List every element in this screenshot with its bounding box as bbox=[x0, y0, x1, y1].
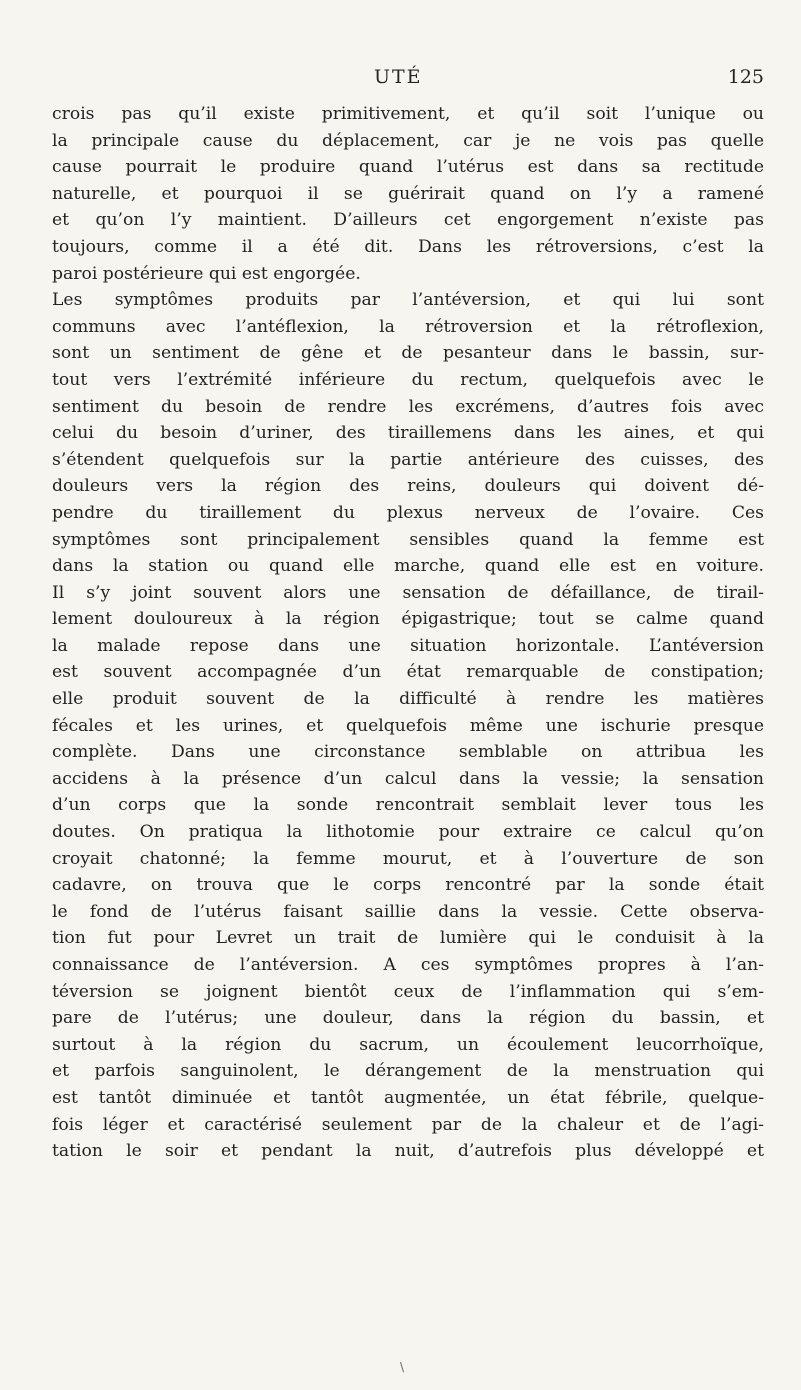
text-line: Les symptômes produits par l’antéversion, et qui lui sont bbox=[52, 290, 764, 311]
text-line: dans la station ou quand elle marche, quand elle est en voiture. bbox=[52, 556, 764, 577]
text-line: celui du besoin d’uriner, des tiraillemens dans les aines, et qui bbox=[52, 423, 764, 444]
text-line: d’un corps que la sonde rencontrait semblait lever tous les bbox=[52, 795, 764, 816]
text-line: fois léger et caractérisé seulement par de la chaleur et de l’agi- bbox=[52, 1114, 764, 1135]
text-line: la malade repose dans une situation horizontale. L’antéversion bbox=[52, 635, 764, 656]
page-number: 125 bbox=[727, 66, 764, 88]
text-line: sentiment du besoin de rendre les excrémens, d’autres fois avec bbox=[52, 396, 764, 417]
text-line: elle produit souvent de la difficulté à rendre les matières bbox=[52, 689, 764, 710]
text-line: fécales et les urines, et quelquefois même une ischurie presque bbox=[52, 715, 764, 736]
text-line: communs avec l’antéflexion, la rétroversion et la rétroflexion, bbox=[52, 316, 764, 337]
text-line: paroi postérieure qui est engorgée. bbox=[52, 263, 361, 284]
text-line: tion fut pour Levret un trait de lumière qui le conduisit à la bbox=[52, 928, 764, 949]
text-line: toujours, comme il a été dit. Dans les rétroversions, c’est la bbox=[52, 236, 764, 257]
text-line: sont un sentiment de gêne et de pesanteur dans le bassin, sur- bbox=[52, 343, 764, 364]
text-line: croyait chatonné; la femme mourut, et à l’ouverture de son bbox=[52, 848, 764, 869]
text-line: téversion se joignent bientôt ceux de l’inflammation qui s’em- bbox=[52, 981, 764, 1002]
text-line: douleurs vers la région des reins, douleurs qui doivent dé- bbox=[52, 476, 764, 497]
text-line: la principale cause du déplacement, car je ne vois pas quelle bbox=[52, 130, 764, 151]
text-line: pendre du tiraillement du plexus nerveux de l’ovaire. Ces bbox=[52, 502, 764, 523]
text-line: symptômes sont principalement sensibles quand la femme est bbox=[52, 529, 764, 550]
text-line: cadavre, on trouva que le corps rencontré par la sonde était bbox=[52, 875, 764, 896]
text-line: est souvent accompagnée d’un état remarquable de constipation; bbox=[52, 662, 764, 683]
body-text bbox=[52, 101, 764, 1165]
text-line: Il s’y joint souvent alors une sensation de défaillance, de tirail- bbox=[52, 582, 764, 603]
text-line: surtout à la région du sacrum, un écoulement leucorrhoïque, bbox=[52, 1034, 764, 1055]
text-line: et parfois sanguinolent, le dérangement de la menstruation qui bbox=[52, 1061, 764, 1082]
text-line: tation le soir et pendant la nuit, d’autrefois plus développé et bbox=[52, 1141, 764, 1162]
text-line: crois pas qu’il existe primitivement, et qu’il soit l’unique ou bbox=[52, 104, 764, 124]
text-line: et qu’on l’y maintient. D’ailleurs cet engorgement n’existe pas bbox=[52, 210, 764, 231]
running-head bbox=[52, 66, 764, 96]
text-line: naturelle, et pourquoi il se guérirait quand on l’y a ramené bbox=[52, 183, 764, 204]
text-line: tout vers l’extrémité inférieure du rectum, quelquefois avec le bbox=[52, 369, 764, 390]
text-line: accidens à la présence d’un calcul dans la vessie; la sensation bbox=[52, 768, 764, 789]
text-line: est tantôt diminuée et tantôt augmentée, un état fébrile, quelque- bbox=[52, 1087, 764, 1108]
running-title: UTÉ bbox=[374, 66, 423, 88]
text-line: complète. Dans une circonstance semblable on attribua les bbox=[52, 742, 764, 763]
text-line: connaissance de l’antéversion. A ces symptômes propres à l’an- bbox=[52, 955, 764, 975]
text-line: s’étendent quelquefois sur la partie antérieure des cuisses, des bbox=[52, 449, 764, 470]
text-line: lement douloureux à la région épigastrique; tout se calme quand bbox=[52, 609, 764, 630]
bottom-mark: \ bbox=[400, 1360, 405, 1374]
text-line: doutes. On pratiqua la lithotomie pour extraire ce calcul qu’on bbox=[52, 822, 764, 843]
text-line: pare de l’utérus; une douleur, dans la région du bassin, et bbox=[52, 1008, 764, 1029]
text-line: le fond de l’utérus faisant saillie dans la vessie. Cette observa- bbox=[52, 901, 764, 922]
text-line: cause pourrait le produire quand l’utérus est dans sa rectitude bbox=[52, 157, 764, 178]
